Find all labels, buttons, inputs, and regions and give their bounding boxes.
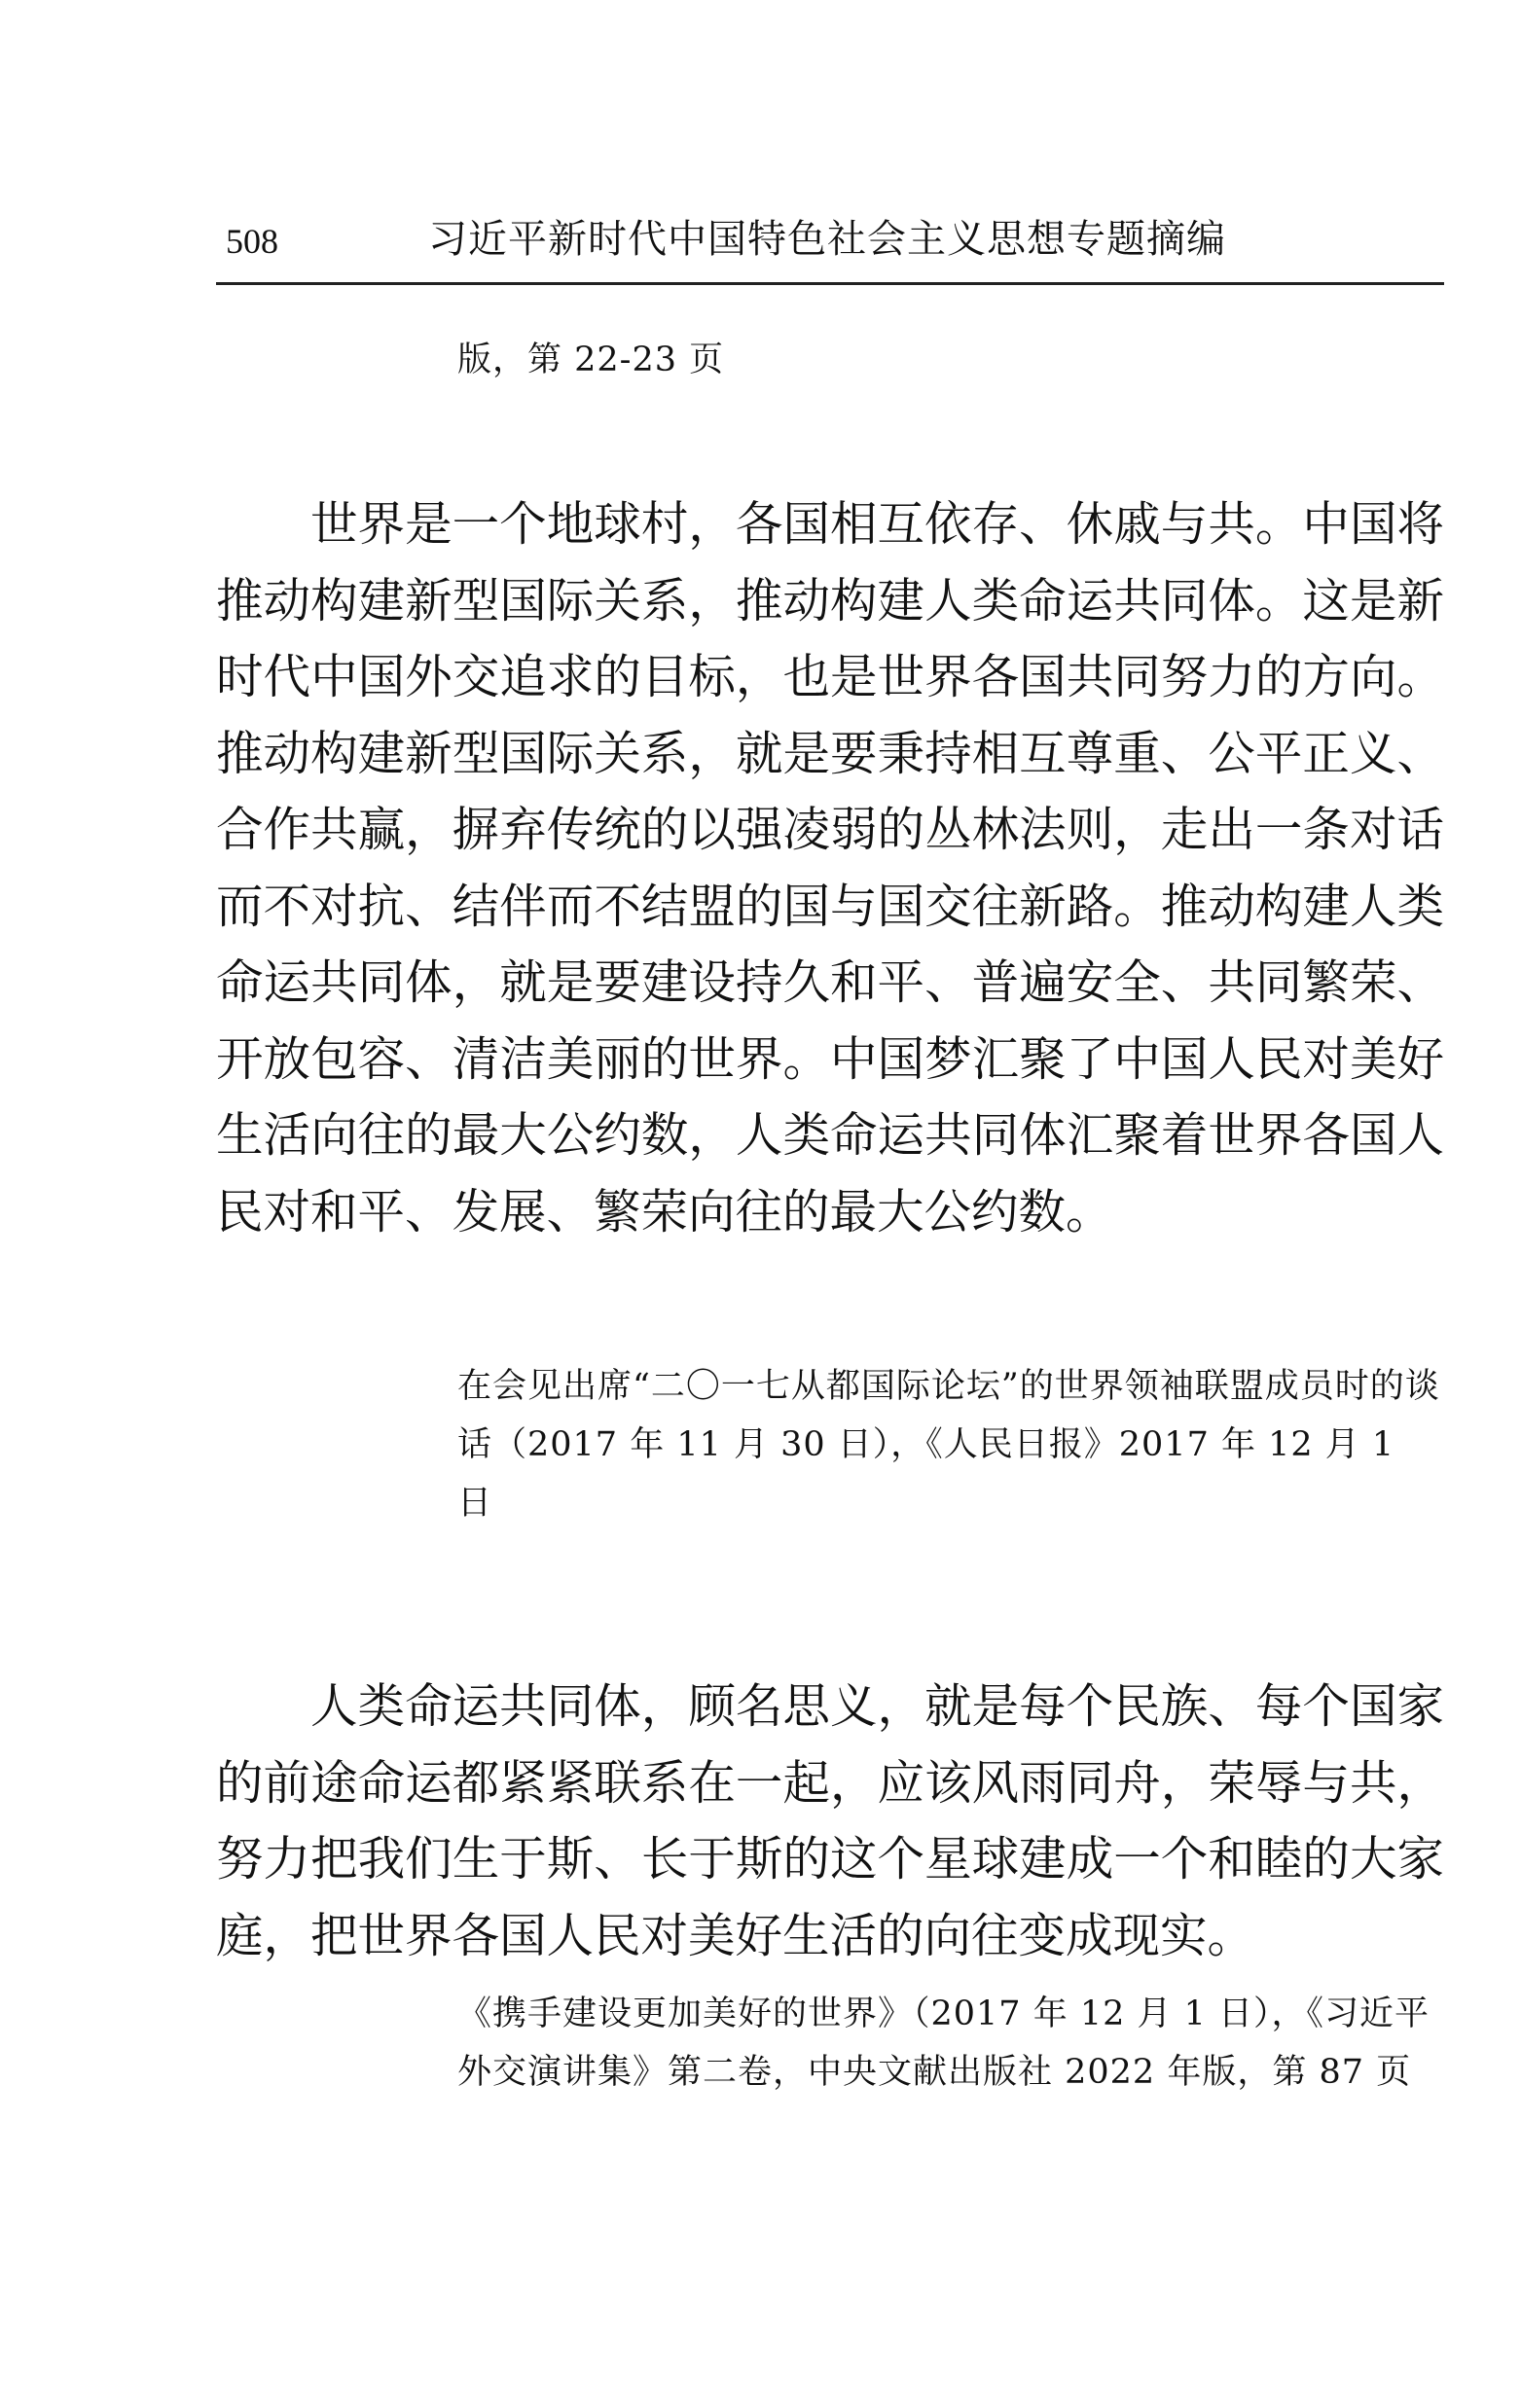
source-citation-continued: 版，第 22-23 页 — [457, 341, 725, 379]
page-number: 508 — [226, 222, 278, 261]
body-paragraph: 人类命运共同体，顾名思义，就是每个民族、每个国家的前途命运都紧紧联系在一起，应该风雨同舟，荣辱与共，努力把我们生于斯、长于斯的这个星球建成一个和睦的大家庭，把世界各国人民对美好生活的向往变成现实。 — [216, 1679, 1444, 1963]
body-paragraph: 世界是一个地球村，各国相互依存、休戚与共。中国将推动构建新型国际关系，推动构建人类命运共同体。这是新时代中国外交追求的目标，也是世界各国共同努力的方向。推动构建新型国际关系，就是要秉持相互尊重、公平正义、合作共赢，摒弃传统的以强凌弱的丛林法则，走出一条对话而不对抗、结伴而不结盟的国与国交往新路。推动构建人类命运共同体，就是要建设持久和平、普遍安全、共同繁荣、开放包容、清洁美丽的世界。中国梦汇聚了中国人民对美好生活向往的最大公约数，人类命运共同体汇聚着世界各国人民对和平、发展、繁荣向往的最大公约数。 — [216, 497, 1444, 1240]
source-citation: 在会见出席“二〇一七从都国际论坛”的世界领袖联盟成员时的谈话（2017 年 11 月 30 日），《人民日报》2017 年 12 月 1 日 — [457, 1367, 1440, 1523]
header-divider — [216, 282, 1444, 285]
source-citation: 《携手建设更加美好的世界》（2017 年 12 月 1 日），《习近平外交演讲集》第二卷，中央文献出版社 2022 年版，第 87 页 — [457, 1995, 1430, 2092]
running-header-title: 习近平新时代中国特色社会主义思想专题摘编 — [428, 217, 1226, 262]
